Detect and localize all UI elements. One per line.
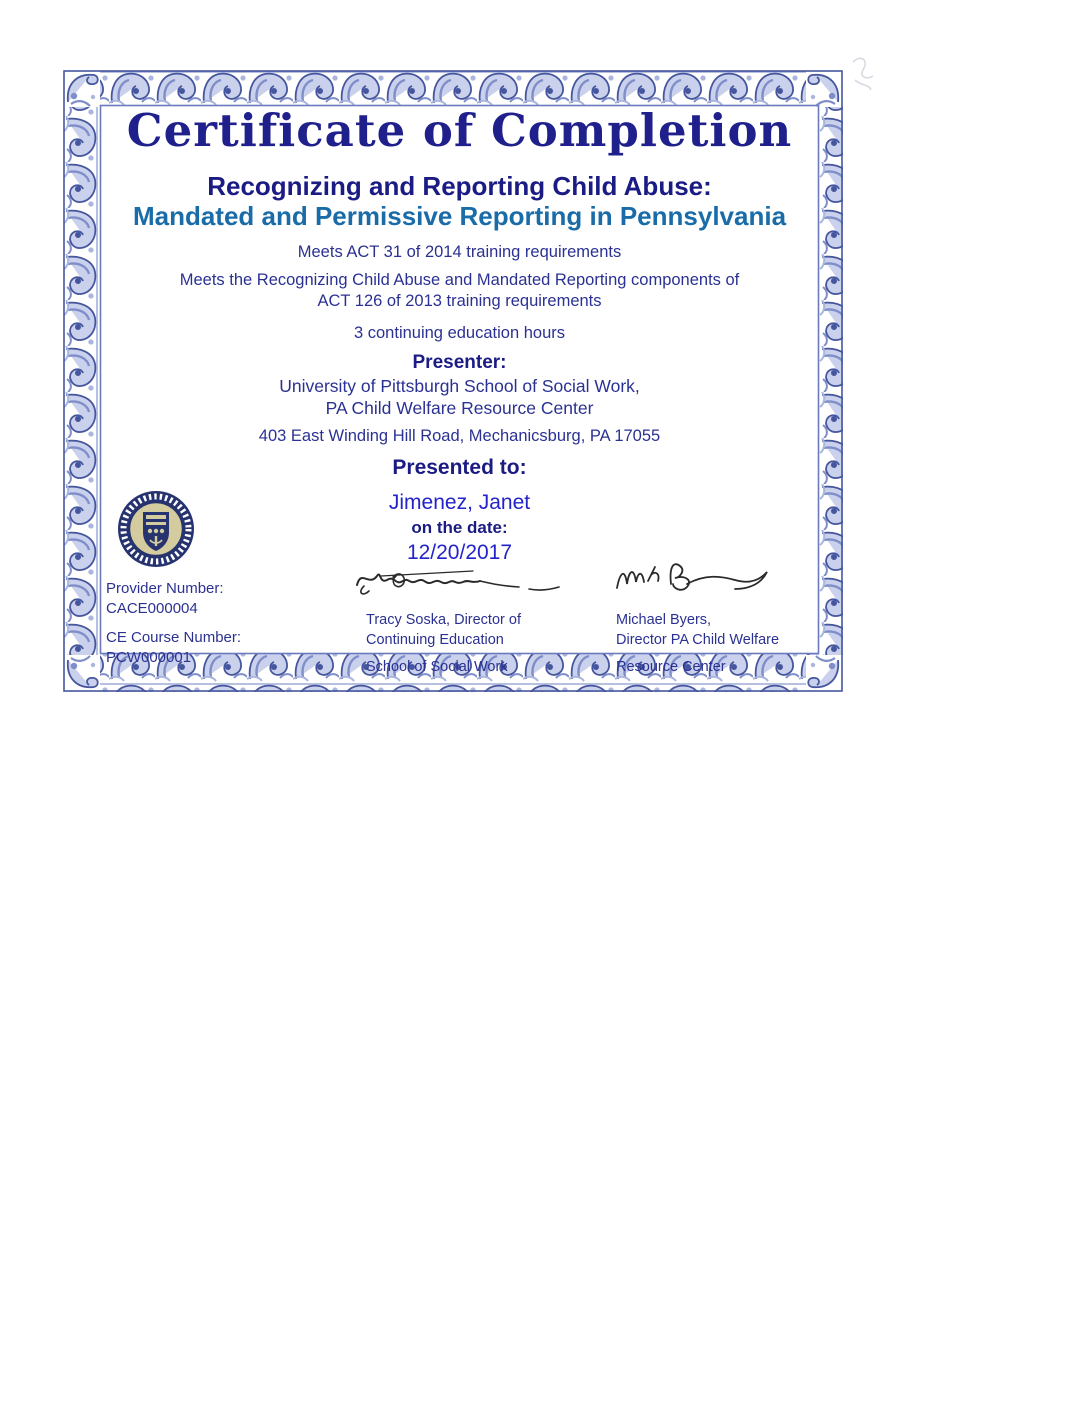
signatory-line: Tracy Soska, Director of	[366, 612, 521, 628]
provider-number	[106, 579, 241, 619]
signature-tracy-soska-icon	[351, 555, 565, 601]
requirement-act126-line2: ACT 126 of 2013 training requirements	[317, 292, 602, 310]
course-number-value: PCW000001	[106, 649, 192, 666]
signatory-line: Michael Byers,	[616, 612, 712, 628]
provider-number-value: CACE000004	[106, 600, 198, 617]
signatory-line: Continuing Education	[366, 632, 504, 648]
requirement-act126-line1: Meets the Recognizing Child Abuse and Mandated Reporting components of	[179, 271, 740, 289]
date-label: on the date:	[411, 518, 508, 537]
education-hours: 3 continuing education hours	[354, 324, 565, 342]
signature-michael-byers-icon	[609, 556, 779, 600]
presented-to-label: Presented to:	[392, 456, 527, 479]
signatory-line: School of Social Work	[366, 659, 508, 675]
course-number	[106, 628, 241, 668]
credentials-block	[106, 579, 241, 668]
recipient-name: Jimenez, Janet	[388, 491, 531, 514]
presenter-label: Presenter:	[412, 352, 507, 373]
presenter-address: 403 East Winding Hill Road, Mechanicsburg, PA 17055	[258, 427, 661, 445]
date-value: 12/20/2017	[406, 541, 513, 564]
provider-number-label: Provider Number:	[106, 580, 224, 597]
presenter-org-line1: University of Pittsburgh School of Social Work,	[279, 376, 640, 396]
signatory-line: Resource Center	[616, 659, 726, 675]
certificate	[63, 70, 843, 692]
signatory-tracy-soska	[366, 610, 521, 677]
university-seal-icon	[117, 490, 195, 568]
course-number-label: CE Course Number:	[106, 629, 242, 646]
certificate-title: Certificate of Completion	[126, 104, 793, 157]
signatory-michael-byers	[616, 610, 779, 677]
scan-smudge	[845, 50, 881, 92]
course-title-line2: Mandated and Permissive Reporting in Pennsylvania	[132, 201, 787, 231]
course-title-line1: Recognizing and Reporting Child Abuse:	[207, 171, 712, 201]
signatory-line: Director PA Child Welfare	[616, 632, 780, 648]
presenter-org-line2: PA Child Welfare Resource Center	[325, 398, 594, 418]
requirement-act31: Meets ACT 31 of 2014 training requirements	[297, 243, 622, 261]
